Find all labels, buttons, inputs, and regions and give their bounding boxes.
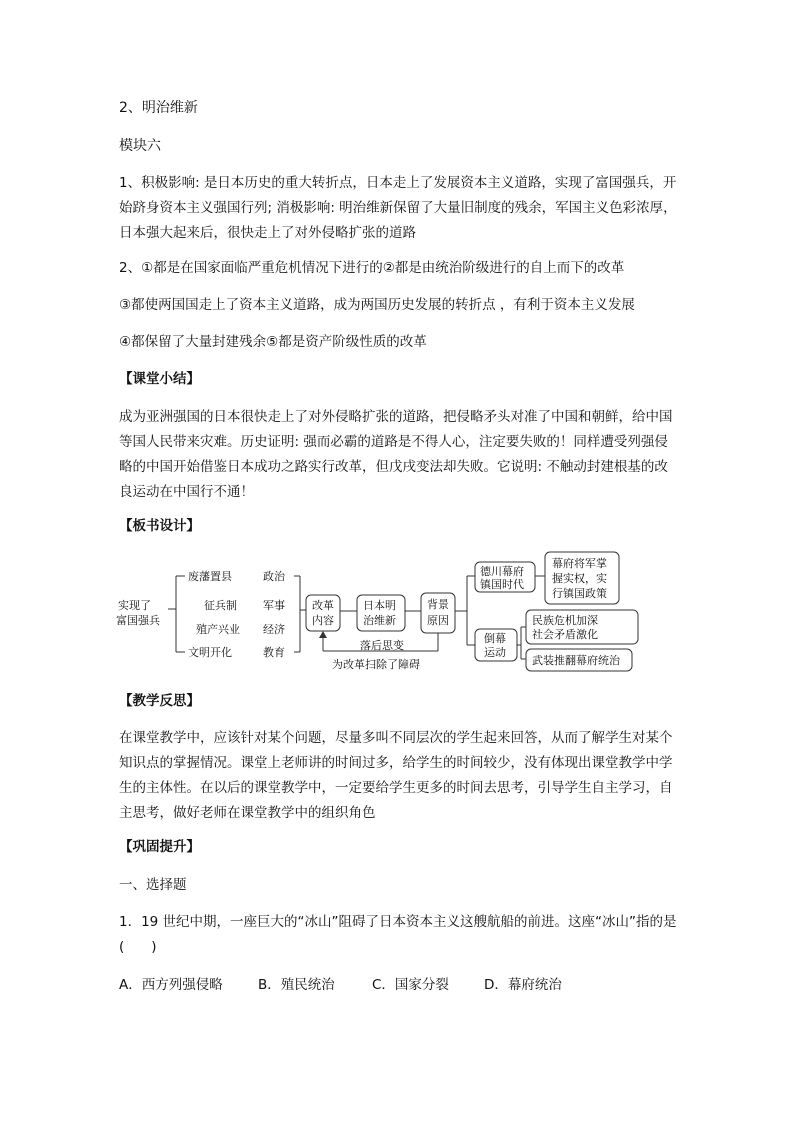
answer-1: 1、积极影响: 是日本历史的重大转折点，日本走上了发展资本主义道路，实现了富国强兵，开始跻身资本主义强国行列; 消极影响: 明治维新保留了大量旧制度的残余，军国主义色彩浓厚，日本强大起来后，很快走上了对外侵略扩张的道路 bbox=[119, 175, 677, 241]
crisis-box-text: 社会矛盾激化 bbox=[532, 628, 598, 641]
meiji-box-text: 日本明 bbox=[363, 599, 396, 612]
measure-label: 征兵制 bbox=[204, 599, 237, 612]
meiji-box-text: 治维新 bbox=[363, 614, 396, 627]
section-heading-meiji: 2、明治维新 bbox=[119, 100, 198, 116]
result-label-line2: 富国强兵 bbox=[116, 614, 160, 627]
answer-2-line-1: 2、①都是在国家面临严重危机情况下进行的②都是由统治阶级进行的自上而下的改革 bbox=[119, 260, 625, 276]
option-d: D．幕府统治 bbox=[484, 977, 562, 993]
shogunate-detail-text: 幕府将军掌 bbox=[552, 557, 607, 570]
result-label-line1: 实现了 bbox=[118, 599, 151, 612]
overthrow-box-text: 运动 bbox=[484, 646, 506, 659]
summary-title: 【课堂小结】 bbox=[119, 371, 200, 387]
area-label: 政治 bbox=[263, 570, 285, 583]
overthrow-box-text: 倒幕 bbox=[484, 632, 506, 645]
measure-label: 殖产兴业 bbox=[196, 623, 240, 636]
measure-label: 文明开化 bbox=[188, 646, 232, 659]
measure-label: 废藩置县 bbox=[188, 570, 232, 583]
option-b: B．殖民统治 bbox=[258, 977, 335, 993]
background-box-text: 背景 bbox=[427, 598, 449, 611]
crisis-box-text: 民族危机加深 bbox=[532, 614, 598, 627]
question-1: 1．19 世纪中期，一座巨大的“冰山”阻碍了日本资本主义这艘航船的前进。这座“冰山”指的是( ) bbox=[119, 914, 677, 955]
cleared-obstacles-label: 为改革扫除了障碍 bbox=[332, 658, 420, 671]
board-design-diagram bbox=[110, 548, 640, 676]
shogunate-box-text: 镇国时代 bbox=[480, 578, 524, 591]
answer-2-line-3: ④都保留了大量封建残余⑤都是资产阶级性质的改革 bbox=[119, 334, 427, 350]
reform-content-box-text: 改革 bbox=[312, 599, 334, 612]
option-c: C．国家分裂 bbox=[372, 977, 449, 993]
module-title: 模块六 bbox=[119, 138, 161, 154]
consolidate-title: 【巩固提升】 bbox=[119, 839, 200, 855]
choice-section-heading: 一、选择题 bbox=[119, 877, 187, 893]
option-a: A．西方列强侵略 bbox=[119, 977, 223, 993]
answer-2-line-2: ③都使两国国走上了资本主义道路，成为两国历史发展的转折点 ，有利于资本主义发展 bbox=[119, 297, 635, 313]
area-label: 军事 bbox=[263, 599, 285, 612]
area-label: 经济 bbox=[263, 623, 285, 636]
shogunate-detail-text: 握实权，实 bbox=[552, 572, 607, 585]
board-design-title: 【板书设计】 bbox=[119, 518, 200, 534]
reflection-text: 在课堂教学中，应该针对某个问题，尽量多叫不同层次的学生起来回答，从而了解学生对某个知识点的掌握情况。课堂上老师讲的时间过多，给学生的时间较少，没有体现出课堂教学中学生的主体性。在以后的课堂教学中，一定要给学生更多的时间去思考，引导学生自主学习，自主思考，做好老师在课堂教学中的组织角色 bbox=[119, 730, 673, 821]
shogunate-box-text: 德川幕府 bbox=[480, 565, 524, 578]
area-label: 教育 bbox=[263, 646, 285, 659]
backward-label: 落后思变 bbox=[360, 639, 404, 652]
shogunate-detail-text: 行镇国政策 bbox=[552, 587, 607, 600]
background-box-text: 原因 bbox=[427, 614, 449, 627]
armed-overthrow-text: 武装推翻幕府统治 bbox=[532, 654, 620, 667]
reflection-title: 【教学反思】 bbox=[119, 693, 200, 709]
summary-text: 成为亚洲强国的日本很快走上了对外侵略扩张的道路，把侵略矛头对准了中国和朝鲜，给中国等国人民带来灾难。历史证明: 强而必霸的道路是不得人心，注定要失败的！同样遭受列强侵略的中国开始借鉴日本成功之路实行改革，但戊戌变法却失败。它说明: 不触动封建根基的改良运动在中国行不通！ bbox=[119, 409, 673, 500]
reform-content-box-text: 内容 bbox=[312, 614, 334, 627]
